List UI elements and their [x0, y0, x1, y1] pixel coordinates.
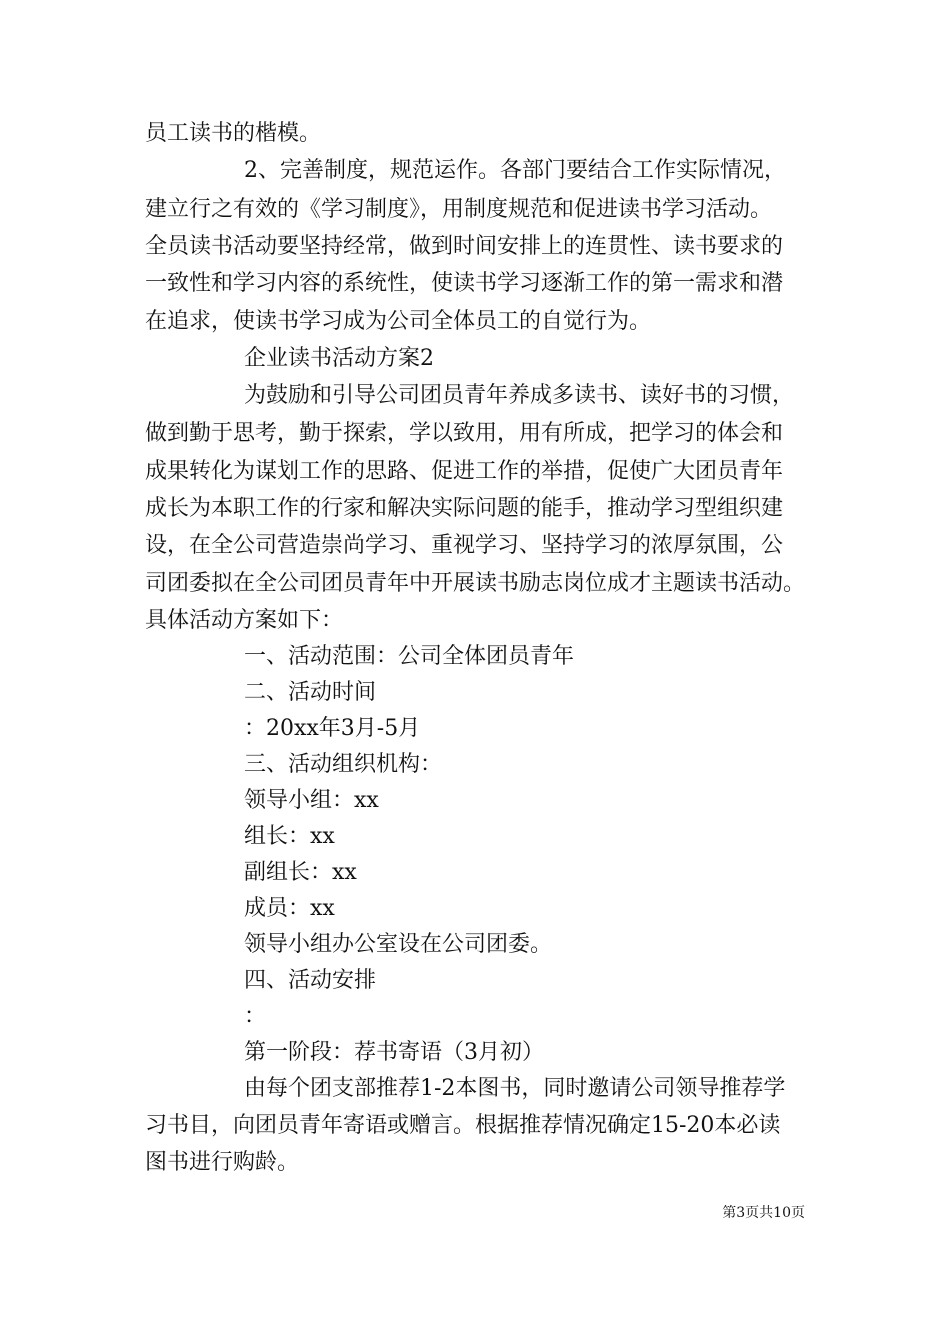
- list-item: 第一阶段：荐书寄语（3月初）: [244, 1040, 544, 1065]
- list-item: 一、活动范围：公司全体团员青年: [244, 644, 575, 669]
- body-text-line: 一致性和学习内容的系统性，使读书学习逐渐工作的第一需求和潜: [145, 271, 784, 296]
- list-item: 成员：xx: [244, 896, 335, 921]
- body-text-line: 2、完善制度，规范运作。各部门要结合工作实际情况，: [244, 158, 786, 183]
- list-item: 组长：xx: [244, 824, 335, 849]
- body-text-line: 在追求，使读书学习成为公司全体员工的自觉行为。: [145, 309, 652, 334]
- list-item: ：20xx年3月-5月: [244, 716, 421, 741]
- body-text-line: 全员读书活动要坚持经常，做到时间安排上的连贯性、读书要求的: [145, 234, 784, 259]
- body-text-line: 司团委拟在全公司团员青年中开展读书励志岗位成才主题读书活动。: [145, 571, 806, 596]
- body-text-line: 习书目，向团员青年寄语或赠言。根据推荐情况确定15-20本必读: [145, 1113, 781, 1138]
- body-text-line: 为鼓励和引导公司团员青年养成多读书、读好书的习惯，: [244, 383, 795, 408]
- body-text-line: 由每个团支部推荐1-2本图书，同时邀请公司领导推荐学: [244, 1076, 786, 1101]
- body-text-line: 员工读书的楷模。: [145, 121, 322, 146]
- list-item: 领导小组办公室设在公司团委。: [244, 932, 553, 957]
- list-item: ：: [244, 1004, 267, 1029]
- list-item: 领导小组：xx: [244, 788, 379, 813]
- body-text-line: 具体活动方案如下：: [145, 608, 344, 633]
- body-text-line: 做到勤于思考，勤于探索，学以致用，用有所成，把学习的体会和: [145, 421, 784, 446]
- body-text-line: 成长为本职工作的行家和解决实际问题的能手，推动学习型组织建: [145, 496, 784, 521]
- section-heading: 企业读书活动方案2: [244, 346, 434, 371]
- list-item: 三、活动组织机构：: [244, 752, 443, 777]
- list-item: 二、活动时间: [244, 680, 377, 705]
- page-number: 第3页共10页: [722, 1205, 805, 1221]
- body-text-line: 建立行之有效的《学习制度》，用制度规范和促进读书学习活动。: [145, 197, 773, 222]
- body-text-line: 成果转化为谋划工作的思路、促进工作的举措，促使广大团员青年: [145, 459, 784, 484]
- list-item: 四、活动安排: [244, 968, 377, 993]
- body-text-line: 图书进行购龄。: [145, 1150, 300, 1175]
- list-item: 副组长：xx: [244, 860, 357, 885]
- body-text-line: 设，在全公司营造崇尚学习、重视学习、坚持学习的浓厚氛围，公: [145, 533, 784, 558]
